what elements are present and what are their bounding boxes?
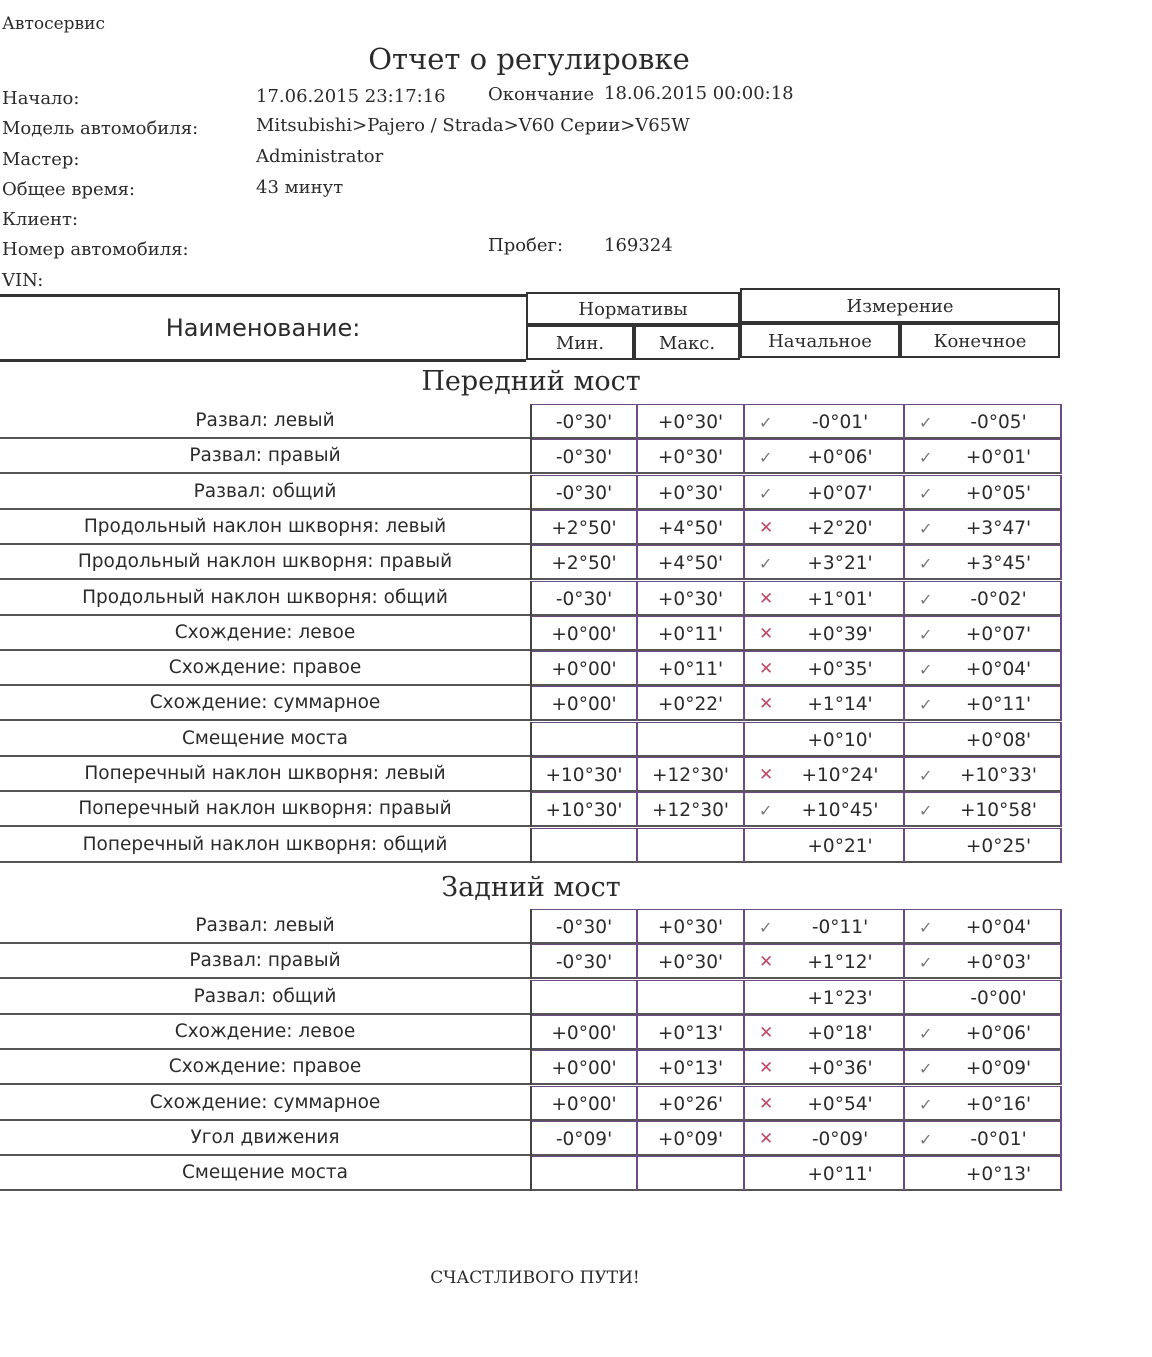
row-name: Смещение моста [181,727,348,749]
final-status-icon: ✓ [919,766,933,785]
end-label: Окончание [488,84,595,105]
table-row [0,686,1062,721]
initial-value: +2°20' [807,517,873,539]
table-row [0,404,1062,439]
initial-value: +0°35' [807,659,873,681]
initial-value: +0°10' [807,729,873,751]
final-cell [905,828,1062,863]
norm-min-cell: +10°30' [530,792,638,827]
final-status-icon: ✓ [919,589,933,609]
final-cell [905,1015,1062,1050]
final-status-icon: ✓ [919,1094,933,1114]
row-name: Развал: общий [193,985,337,1007]
header-norms: Нормативы [526,292,740,325]
row-name: Схождение: суммарное [149,1091,381,1113]
table-row [0,757,1062,792]
norm-max-cell: +0°30' [638,909,745,944]
norm-min-cell: -0°30' [530,475,638,510]
final-value: -0°01' [970,1128,1027,1150]
row-name: Продольный наклон шкворня: общий [82,586,448,608]
norm-max-cell: +0°30' [638,944,745,979]
final-value: +0°16' [965,1093,1032,1115]
table-row [0,1121,1062,1156]
front-axle-title: Передний мост [421,366,641,397]
final-cell [905,1121,1062,1156]
final-value: +0°08' [965,729,1032,751]
initial-value: +0°18' [807,1022,873,1044]
final-value: +0°06' [965,1022,1032,1044]
final-status-icon: ✓ [919,953,933,973]
row-name: Продольный наклон шкворня: правый [77,551,453,573]
final-status-icon: ✓ [919,660,933,680]
norm-min-cell [530,980,638,1015]
initial-status-icon: ✕ [759,952,774,973]
final-status-icon: ✓ [919,448,933,468]
row-name: Развал: левый [195,915,335,936]
table-row [0,545,1062,580]
norm-max-cell: +0°30' [638,404,745,439]
final-status-icon: ✓ [919,918,933,937]
norm-max-cell: +0°11' [638,616,745,651]
final-status-icon: ✓ [919,518,933,538]
norm-max-cell: +0°30' [638,475,745,510]
initial-value: +10°45' [801,800,879,822]
final-cell [905,1086,1062,1121]
norm-max-cell: +0°11' [638,651,745,686]
norm-min-cell: -0°09' [530,1121,638,1156]
initial-status-icon: ✕ [759,588,774,609]
initial-cell [745,722,905,757]
norm-min-cell: +0°00' [530,651,638,686]
final-status-icon: ✓ [919,483,933,503]
initial-value: +0°07' [807,482,873,504]
initial-cell [745,828,905,863]
vin-label: VIN: [2,270,44,291]
header-measure: Измерение [740,288,1060,323]
norm-min-cell: +10°30' [530,757,638,792]
row-name: Схождение: правое [168,657,362,679]
final-cell [905,792,1062,827]
initial-status-icon: ✕ [759,517,774,538]
norm-min-cell [530,828,638,863]
initial-value: +0°54' [807,1093,873,1115]
final-status-icon: ✓ [919,413,933,432]
final-value: -0°02' [970,588,1027,610]
norm-max-cell: +0°13' [638,1015,745,1050]
final-value: -0°00' [970,987,1027,1009]
final-value: +10°58' [960,800,1037,822]
final-cell [905,909,1062,944]
initial-status-icon: ✓ [759,483,773,503]
final-value: +10°33' [960,765,1037,786]
table-row [0,510,1062,545]
norm-min-cell: -0°30' [530,581,638,616]
row-name: Развал: правый [189,950,341,972]
initial-value: +1°23' [807,987,873,1009]
initial-cell [745,439,905,474]
initial-value: +0°11' [807,1164,873,1186]
final-cell [905,651,1062,686]
final-value: +0°11' [965,694,1032,716]
initial-status-icon: ✕ [759,1128,774,1149]
table-row [0,722,1062,757]
mileage-label: Пробег: [488,235,564,256]
norm-max-cell [638,722,745,757]
initial-status-icon: ✕ [759,623,774,644]
initial-status-icon: ✓ [759,918,773,937]
final-status-icon: ✓ [919,1129,933,1149]
row-name: Схождение: левое [174,1020,356,1042]
header-final: Конечное [900,323,1060,358]
initial-cell [745,686,905,721]
time-label: Общее время: [2,179,136,200]
initial-value: -0°09' [811,1128,869,1150]
final-status-icon: ✓ [919,554,933,574]
initial-value: +0°06' [807,447,873,469]
norm-min-cell: -0°30' [530,439,638,474]
table-header-name: Наименование: [165,314,361,342]
company-name: Автосервис [2,14,105,34]
initial-cell [745,944,905,979]
final-status-icon: ✓ [919,695,933,715]
header-initial: Начальное [740,323,900,358]
norm-max-cell [638,828,745,863]
final-value: +0°04' [965,659,1032,681]
time-value: 43 минут [256,177,344,198]
norm-max-cell: +12°30' [638,757,745,792]
norm-max-cell: +4°50' [638,545,745,580]
initial-status-icon: ✓ [759,801,773,821]
initial-status-icon: ✓ [759,448,773,468]
initial-cell [745,404,905,439]
initial-value: +1°14' [807,694,873,716]
table-row [0,792,1062,827]
final-cell [905,510,1062,545]
table-row [0,1156,1062,1191]
row-name: Продольный наклон шкворня: левый [83,515,447,537]
initial-value: +10°24' [801,765,879,786]
final-cell [905,404,1062,439]
table-row [0,439,1062,474]
final-value: +0°01' [965,447,1032,469]
final-cell [905,980,1062,1015]
norm-max-cell: +4°50' [638,510,745,545]
table-row [0,581,1062,616]
initial-status-icon: ✕ [759,659,774,680]
table-row [0,944,1062,979]
initial-cell [745,792,905,827]
mileage-value: 169324 [604,235,673,256]
final-cell [905,616,1062,651]
initial-value: +0°36' [807,1058,873,1080]
norm-max-cell [638,980,745,1015]
final-status-icon: ✓ [919,801,933,821]
row-name: Схождение: левое [174,621,356,643]
final-value: +0°04' [965,917,1032,938]
initial-value: +0°39' [807,623,873,645]
table-row [0,909,1062,944]
initial-cell [745,581,905,616]
norm-min-cell: -0°30' [530,404,638,439]
start-value: 17.06.2015 23:17:16 [256,86,446,107]
initial-cell [745,475,905,510]
row-name: Угол движения [190,1126,340,1148]
master-label: Мастер: [2,149,80,170]
final-status-icon: ✓ [919,624,933,644]
initial-cell [745,1086,905,1121]
row-name: Смещение моста [181,1162,348,1184]
plate-label: Номер автомобиля: [2,239,189,260]
initial-cell [745,651,905,686]
header-max: Макс. [634,325,740,360]
end-value: 18.06.2015 00:00:18 [604,83,794,104]
initial-status-icon: ✓ [759,554,773,574]
master-value: Administrator [256,146,384,167]
final-value: +0°05' [965,482,1032,504]
final-cell [905,439,1062,474]
norm-min-cell: -0°30' [530,909,638,944]
final-cell [905,944,1062,979]
norm-max-cell: +12°30' [638,792,745,827]
norm-min-cell: +0°00' [530,1050,638,1085]
initial-cell [745,1121,905,1156]
initial-cell [745,980,905,1015]
norm-min-cell: +0°00' [530,686,638,721]
initial-cell [745,616,905,651]
table-row [0,1015,1062,1050]
row-name: Поперечный наклон шкворня: правый [78,798,452,820]
initial-status-icon: ✕ [759,1058,774,1079]
initial-cell [745,1050,905,1085]
initial-status-icon: ✕ [759,1022,774,1043]
norm-min-cell: +0°00' [530,1086,638,1121]
row-name: Развал: правый [189,445,341,467]
norm-max-cell: +0°09' [638,1121,745,1156]
model-label: Модель автомобиля: [2,118,199,139]
initial-value: +0°21' [807,835,873,857]
norm-min-cell: +0°00' [530,616,638,651]
final-cell [905,757,1062,792]
final-cell [905,545,1062,580]
norm-max-cell: +0°22' [638,686,745,721]
header-min: Мин. [526,325,634,360]
initial-cell [745,545,905,580]
table-row [0,1086,1062,1121]
table-row [0,616,1062,651]
norm-min-cell: +0°00' [530,1015,638,1050]
table-row [0,828,1062,863]
final-status-icon: ✓ [919,1023,933,1043]
norm-min-cell [530,722,638,757]
footer-message: СЧАСТЛИВОГО ПУТИ! [430,1268,640,1288]
final-value: +0°13' [965,1164,1032,1186]
initial-status-icon: ✕ [759,765,774,785]
row-name: Развал: левый [195,410,335,431]
final-cell [905,475,1062,510]
norm-max-cell: +0°13' [638,1050,745,1085]
initial-value: -0°11' [811,917,869,938]
row-name: Поперечный наклон шкворня: общий [82,833,448,855]
client-label: Клиент: [2,209,79,230]
initial-cell [745,1015,905,1050]
row-name: Схождение: правое [168,1056,362,1078]
norm-min-cell: +2°50' [530,510,638,545]
table-row [0,475,1062,510]
final-status-icon: ✓ [919,1059,933,1079]
initial-cell [745,510,905,545]
final-cell [905,686,1062,721]
initial-cell [745,757,905,792]
table-row [0,1050,1062,1085]
final-value: -0°05' [970,412,1027,433]
final-value: +3°45' [965,553,1032,575]
final-cell [905,581,1062,616]
initial-status-icon: ✕ [759,694,774,715]
final-cell [905,722,1062,757]
initial-value: +1°12' [807,952,873,974]
report-title: Отчет о регулировке [368,42,690,76]
norm-max-cell: +0°30' [638,439,745,474]
norm-min-cell: +2°50' [530,545,638,580]
final-cell [905,1156,1062,1191]
table-row [0,980,1062,1015]
initial-status-icon: ✕ [759,1093,774,1114]
row-name: Поперечный наклон шкворня: левый [84,763,446,784]
final-value: +0°09' [965,1058,1032,1080]
initial-value: -0°01' [811,412,869,433]
table-row [0,651,1062,686]
row-name: Схождение: суммарное [149,692,381,714]
norm-max-cell: +0°30' [638,581,745,616]
norm-max-cell: +0°26' [638,1086,745,1121]
norm-min-cell [530,1156,638,1191]
model-value: Mitsubishi>Pajero / Strada>V60 Серии>V65W [256,115,690,136]
row-name: Развал: общий [193,480,337,502]
initial-value: +3°21' [807,553,873,575]
final-value: +3°47' [965,517,1032,539]
norm-max-cell [638,1156,745,1191]
final-value: +0°03' [965,952,1032,974]
initial-cell [745,1156,905,1191]
initial-value: +1°01' [807,588,873,610]
final-cell [905,1050,1062,1085]
initial-status-icon: ✓ [759,413,773,432]
initial-cell [745,909,905,944]
rear-axle-title: Задний мост [441,872,621,903]
start-label: Начало: [2,88,80,109]
final-value: +0°07' [965,623,1032,645]
norm-min-cell: -0°30' [530,944,638,979]
final-value: +0°25' [965,835,1032,857]
